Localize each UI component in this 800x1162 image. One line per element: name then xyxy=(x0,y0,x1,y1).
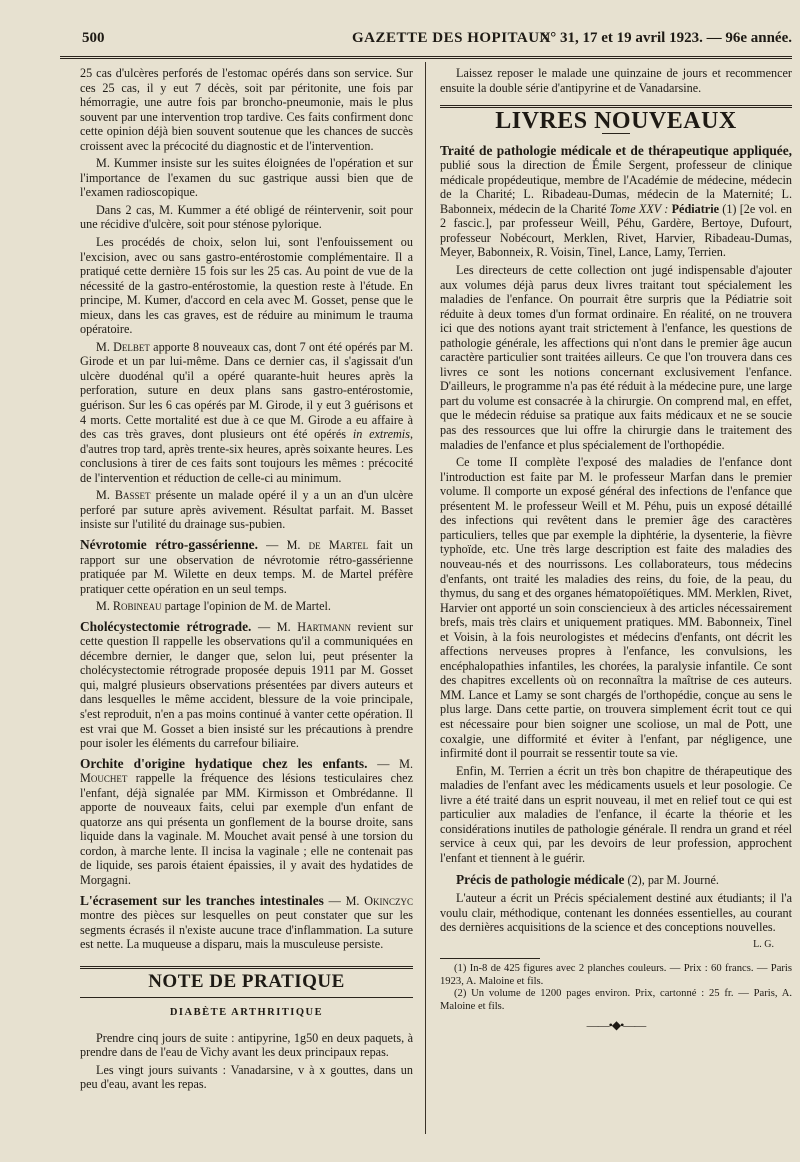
paragraph: Laissez reposer le malade une quinzaine de jours et recommencer ensuite la double série d'antipyrine et de Vanadarsine. xyxy=(440,66,792,95)
paragraph: Enfin, M. Terrien a écrit un très bon chapitre de thérapeutique des maladies de l'enfant avec les médicaments usuels et leur posologie. Ce livre a été traité dans un esprit nouveau, il met en relief tout ce qui est particulier aux maladies de l'enfance, il écarte la théorie et les considérations inutiles de pathologie générale. Il rendra un grand et réel service à ceux qui, par les devoirs de leur profession, approchent l'enfant et tiennent à le guérir. xyxy=(440,763,792,865)
footnote: (2) Un volume de 1200 pages environ. Prix, cartonné : 25 fr. — Paris, A. Maloine et fils. xyxy=(440,988,792,1012)
subsection: Névrotomie rétro-gassérienne. — M. de Martel fait un rapport sur une observation de névrotomie rétro-gassérienne pratiquée par M. Wilette en deux temps. M. de Martel préfère pratiquer cette opération en un seul temps. xyxy=(80,536,414,596)
book-title: Précis de pathologie médicale xyxy=(456,872,625,888)
subsection-title: Orchite d'origine hydatique chez les enfants. xyxy=(80,755,368,771)
paragraph-text: présente un malade opéré il y a un an d'un ulcère perforé par suture après avivement. Résultat parfait. M. Basset insiste sur l'utilité du drainage sus-pubien. xyxy=(80,488,413,532)
section-title-books: LIVRES NOUVEAUX xyxy=(495,108,737,135)
section-rule xyxy=(80,966,413,969)
book-entry xyxy=(440,144,792,260)
page-number: 500 xyxy=(82,30,105,46)
paragraph-text: (2), par M. Journé. xyxy=(624,873,719,888)
footnote-rule xyxy=(440,958,540,959)
section-rule xyxy=(80,997,413,998)
paragraph-text: partage l'opinion de M. de Martel. xyxy=(161,599,331,614)
paragraph: Ce tome II complète l'exposé des maladies de l'enfance dont l'introduction est faite par M. le professeur Marfan dans le premier volume. Il comporte un exposé général des infections de l'enfance que présentent M. le professeur Weill et M. Péhu, puis un exposé détaillé des infections qui revêtent dans le premier âge des caractères particuliers, telles que par exemple la diphtérie, la dysenterie, la fièvre typhoïde, etc. Une très large description est faite des maladies des nouveau-nés et des nourrissons. Les collaborateurs, tous médecins d'enfants, ont traité les maladies des reins, du foie, de la peau, du thymus, du sang et des organes hématopoïétiques. MM. Merklen, Rivet, Harvier ont apporté un soin consciencieux à des articles nécessairement brefs, mais très clairs et uniquement pratiques. MM. Babonneix, Tinel et Voisin, à la fois neurologistes et médecins d'enfants, ont décrit les affections nerveuses propres à l'enfance, les convulsions, les encéphalopathies infantiles, les chorées, la paralysie infantile. Ce sont des chapitres excellents où on reconnaîtra la maîtrise de ces auteurs. MM. Lance et Lamy se sont chargés de l'orthopédie, conçue au sens le plus large. Dans cette partie, on trouvera simplement écrit tout ce qui est nécessaire pour bien soigner une scoliose, un mal de Pott, une coxalgie, une difformité et éviter à l'enfant, par négligence, une infirmité dont il pourrait se ressentir toute sa vie. xyxy=(440,455,792,761)
paragraph: L'auteur a écrit un Précis spécialement destiné aux étudiants; il l'a voulu clair, méthodique, contenant les données essentielles, au courant des dernières acquisitions de la science et des conceptions nouvelles. xyxy=(440,890,792,935)
author-name: M. Okinczyc xyxy=(345,893,414,908)
left-column xyxy=(80,66,413,1095)
paragraph-text: , d'autres trop tard, après trente-six heures, après soixante heures. Les conclusions à tirer de ces faits sont toujours les mêmes : précocité de l'intervention et réduction de celle-ci au minimum. xyxy=(80,427,413,485)
signature: L. G. xyxy=(753,938,774,950)
header-rule xyxy=(60,56,792,59)
bold-text: Pédiatrie xyxy=(668,201,719,216)
author-name: M. Delbet xyxy=(96,339,150,354)
subsection: Cholécystectomie rétrograde. — M. Hartmann revient sur cette question Il rappelle les observations qu'il a communiquées en décembre dernier, le danger que, selon lui, peut présenter la cholécystectomie rétrograde proposée depuis 1911 par M. Gosset qui, malgré plusieurs observations présentées par divers auteurs et dans lesquelles le même accident, blessure de la voie principale, s'est reproduit, n'en a pas moins continué à vanter cette opération. Il est vrai que M. Gosset a bien insisté sur les précautions à prendre pour isoler les éléments du carrefour biliaire. xyxy=(80,618,413,751)
paragraph: Les vingt jours suivants : Vanadarsine, v à x gouttes, dans un peu d'eau, avant les repas. xyxy=(80,1062,413,1092)
page-header xyxy=(60,30,792,52)
book-entry xyxy=(440,873,792,888)
note-subtitle: DIABÈTE ARTHRITIQUE xyxy=(169,1007,324,1019)
paragraph: Les procédés de choix, selon lui, sont l'enfouissement ou l'excision, avec ou sans gastro-entérostomie complémentaire. Il a pratiqué cette dernière 15 fois sur les 25 cas. Au point de vue de la nécessité de la gastro-entérostomie, la question reste à l'étude. En principe, M. Kumer, d'accord en cela avec M. Gosset, pense que le mieux, dans les cas graves, est de réduire au minimum le trauma opératoire. xyxy=(80,235,413,337)
paragraph: M. Kummer insiste sur les suites éloignées de l'opération et sur l'importance de l'examen du suc gastrique aussi bien que de l'examen radioscopique. xyxy=(80,156,413,200)
author-name: M. Basset xyxy=(96,488,151,503)
paragraph-text: publié sous la direction de Émile Sergent, professeur de clinique médicale propédeutique, membre de l'Académie de médecine, médecin de la Charité; L. Ribadeau-Dumas, médecin de la Maternité; L. Babonneix, médecin de la Charité xyxy=(440,158,792,216)
paragraph xyxy=(80,488,413,532)
footnote: (1) In-8 de 425 figures avec 2 planches couleurs. — Prix : 60 francs. — Paris 1923, A. Maloine et fils. xyxy=(440,963,792,987)
paragraph-text: revient sur cette question Il rappelle les observations qu'il a communiquées en décembre dernier, le danger que, selon lui, peut présenter la cholécystectomie rétrograde proposée depuis 1911 par M. Gosset qui, malgré plusieurs observations présentées par divers auteurs et dans lesquelles le même accident, blessure de la voie principale, s'est reproduit, n'en a pas moins continué à vanter cette opération. Il est vrai que M. Gosset a bien insisté sur les précautions à prendre pour isoler les éléments du carrefour biliaire. xyxy=(80,619,413,751)
paragraph: Dans 2 cas, M. Kummer a été obligé de réintervenir, soit pour une récidive d'ulcère, soit pour sténose pylorique. xyxy=(80,202,413,232)
italic-text: in extremis xyxy=(352,427,410,442)
subsection: Orchite d'origine hydatique chez les enfants. — M. Mouchet rappelle la fréquence des lésions testiculaires chez l'enfant, déjà signalée par MM. Kirmisson et Ombrédanne. Il apporte de nouveaux faits, celui par exemple d'un enfant de quatorze ans qui présenta un gonflement de la bourse droite, sans liquide dans la vaginale. M. Mouchet avait pensé à une torsion du cordon, à marche lente. Il incisa la vaginale ; elle ne contenait pas de liquide, ses parois étaient épaissies, il y avait des hydatides de Morgagni. xyxy=(80,755,414,887)
paragraph xyxy=(80,340,413,485)
column-divider xyxy=(425,62,426,1134)
book-title: Traité de pathologie médicale et de thérapeutique appliquée, xyxy=(440,142,792,158)
paragraph-text: fait un rapport sur une observation de névrotomie rétro-gassérienne pratiquée par M. Wilette en deux temps. M. de Martel préfère pratiquer cette opération en un seul temps. xyxy=(80,537,414,596)
issue-date: N° 31, 17 et 19 avril 1923. — 96e année. xyxy=(539,30,792,46)
ornament: ——•◆•—— xyxy=(586,1017,646,1032)
paragraph: 25 cas d'ulcères perforés de l'estomac opérés dans son service. Sur ces 25 cas, il y eut 7 décès, soit par péritonite, une fois par hémorragie, une autre fois par broncho-pneumonie, mais le plus souvent par une intervention trop tardive. Ces faits confirment donc cette opinion déjà bien souvent soutenue que les chances de succès croissent avec la précocité du diagnostic et de l'intervention. xyxy=(80,66,413,153)
paragraph: Les directeurs de cette collection ont jugé indispensable d'ajouter aux volumes déjà parus deux livres traitant tout spécialement les maladies de l'enfance. On pourrait être surpris que la Pédiatrie soit réduite à deux tomes d'un format ordinaire. En réalité, on ne trouvera ici que des notions ayant trait strictement à l'enfance, les questions de pathologie générale, les affections qui n'ont dans le premier âge aucun caractère particulier sont traitées ailleurs. Ce que l'on trouvera dans ces livres ce sont les notions concernant exclusivement l'enfance. D'ailleurs, le programme n'a pas été réduit à la médecine pure, une large part du volume est consacrée à la chirurgie. On comprend mal, en effet, que le médecin réduise sa pratique aux faits médicaux et ne se soucie pas des ressources que lui offre la chirurgie dans le traitement des maladies de l'enfance et plus spécialement de l'orthopédie. xyxy=(440,263,792,452)
paragraph: Prendre cinq jours de suite : antipyrine, 1g50 en deux paquets, à prendre dans de l'eau de Vichy avant les deux principaux repas. xyxy=(80,1030,413,1060)
paragraph-text: montre des pièces sur lesquelles on peut constater que sur les segments écrasés il n'existe aucune trace d'inflammation. La suture est nette. La muqueuse a disparu, mais la musculeuse persiste. xyxy=(80,908,413,952)
author-name: M. Mouchet xyxy=(80,756,414,786)
journal-title: GAZETTE DES HOPITAUX xyxy=(352,30,551,46)
right-column xyxy=(440,66,792,1032)
paragraph xyxy=(80,599,413,614)
author-name: M. Hartmann xyxy=(276,619,352,634)
author-name: M. de Martel xyxy=(286,537,369,552)
paragraph-text: apporte 8 nouveaux cas, dont 7 ont été opérés par M. Girode et un par lui-même. Dans ce dernier cas, il s'agissait d'un ulcère duodénal qu'il a opéré quarante-huit heures après la perforation, suture en deux plans sans gastro-entérostomie, guérison. Sur les 6 cas opérés par M. Girode, il y eut 3 guérisons et 4 morts. Cette mortalité est due à ce que M. Girode a eu affaire à des cas très graves, dont plusieurs ont été opérés xyxy=(80,339,413,442)
subsection: L'écrasement sur les tranches intestinales — M. Okinczyc montre des pièces sur lesquelles on peut constater que sur les segments écrasés il n'existe aucune trace d'inflammation. La suture est nette. La muqueuse a disparu, mais la musculeuse persiste. xyxy=(80,892,414,952)
paragraph-text: (1) [2e vol. en 2 fascic.], par professeur Weill, Péhu, Gardère, Bertoye, Dufourt, professeur Nobécourt, Merklen, Rivet, Harvier, Ribadeau-Dumas, Meyer, Babonneix, R. Voisin, Tinel, Lance, Lamy, Terrien. xyxy=(440,201,792,260)
subsection-title: L'écrasement sur les tranches intestinales xyxy=(80,892,324,908)
section-title-note: NOTE DE PRATIQUE xyxy=(148,970,345,992)
subsection-title: Névrotomie rétro-gassérienne. xyxy=(80,536,258,552)
subsection-title: Cholécystectomie rétrograde. xyxy=(80,618,252,634)
author-name: M. Robineau xyxy=(96,599,162,614)
footnotes xyxy=(440,963,792,1013)
italic-text: Tome XXV : xyxy=(609,201,669,216)
paragraph-text: rappelle la fréquence des lésions testiculaires chez l'enfant, déjà signalée par MM. Kirmisson et Ombrédanne. Il apporte de nouveaux faits, celui par exemple d'un enfant de quatorze ans qui présenta un gonflement de la bourse droite, sans liquide dans la vaginale. M. Mouchet avait pensé à une torsion du cordon, à marche lente. Il incisa la vaginale ; elle ne contenait pas de liquide, ses parois étaient épaissies, il y avait des hydatides de Morgagni. xyxy=(80,771,413,887)
